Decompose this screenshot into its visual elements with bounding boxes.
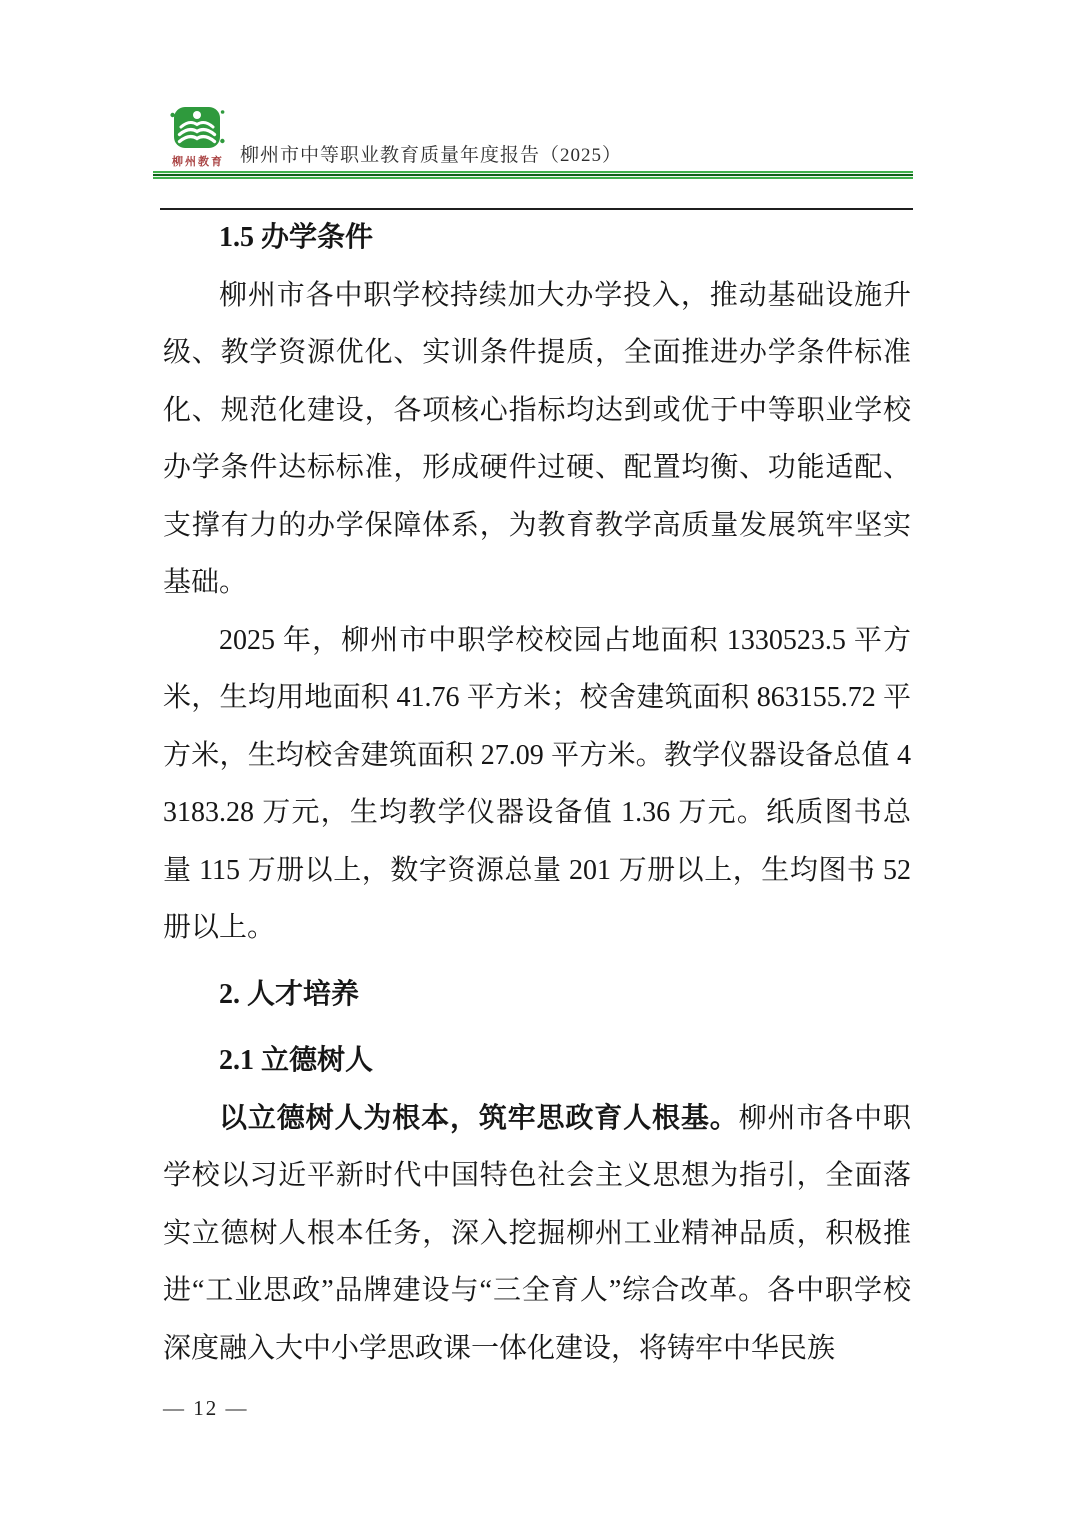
footer-page-number: — 12 — — [163, 1396, 249, 1420]
header-green-divider — [153, 171, 913, 179]
education-logo-icon — [170, 105, 226, 152]
section-heading-1-5: 1.5 办学条件 — [219, 222, 374, 253]
section-heading-2-1: 2.1 立德树人 — [219, 1045, 374, 1076]
section-heading-2: 2. 人才培养 — [219, 978, 360, 1010]
document-body — [163, 209, 911, 1377]
logo — [168, 105, 228, 169]
paragraph-facilities-overview: 柳州市各中职学校持续加大办学投入，推动基础设施升级、教学资源优化、实训条件提质，全面推进办学条件标准化、规范化建设，各项核心指标均达到或优于中等职业学校办学条件达标标准，形成硬件过硬、配置均衡、功能适配、支撑有力的办学保障体系，为教育教学高质量发展筑牢坚实基础。 — [163, 279, 911, 598]
paragraph-bold-lead: 以立德树人为根本，筑牢思政育人根基。 — [219, 1102, 739, 1134]
paragraph-facilities-statistics: 2025 年，柳州市中职学校校园占地面积 1330523.5 平方米，生均用地面积 41.76 平方米；校舍建筑面积 863155.72 平方米，生均校舍建筑面积 27.09 平方米。教学仪器设备总值 43183.28 万元，生均教学仪器设备值 1.36 万元。纸质图书总量 115 万册以上，数字资源总量 201 万册以上，生均图书 52 册以上。 — [163, 624, 911, 943]
logo-text: 柳州教育 — [172, 156, 224, 168]
page-title: 柳州市中等职业教育质量年度报告（2025） — [240, 145, 623, 166]
paragraph-lead-continuation: 柳州市各中职学校以习近平新时代中国特色社会主义思想为指引，全面落实立德树人根本任务，深入挖掘柳州工业精神品质，积极推进“工业思政”品牌建设与“三全育人”综合改革。各中职学校深度融入大中小学思政课一体化建设，将铸牢中华民族 — [163, 1102, 911, 1364]
paragraph-moral-education — [163, 1090, 911, 1378]
